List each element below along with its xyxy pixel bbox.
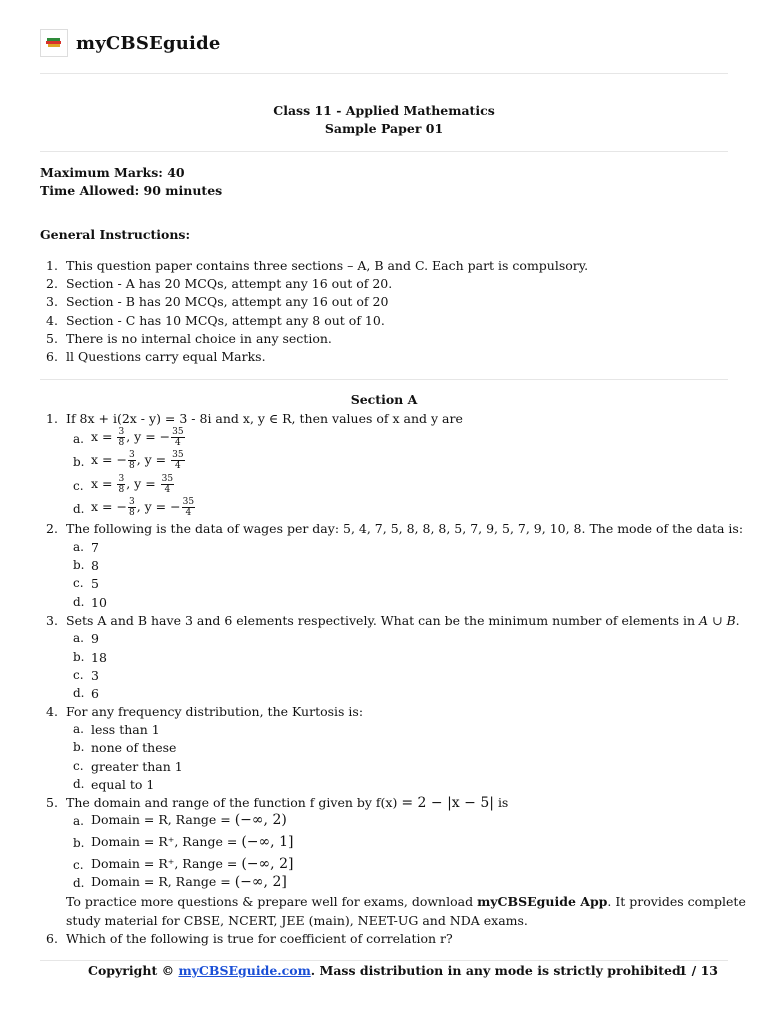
option-text: x = − $\frac{3}{8}$ , y = $\frac{35}{4}$ xyxy=(91,450,184,471)
instruction-number: 6. xyxy=(46,349,58,364)
option-letter: b. xyxy=(73,836,85,850)
option-letter: c. xyxy=(73,576,84,590)
option-letter: a. xyxy=(73,722,84,736)
option-text: Domain = R⁺, Range = (−∞, 1] xyxy=(91,834,294,850)
section-heading: Section A xyxy=(350,392,418,407)
option-text: equal to 1 xyxy=(91,777,155,792)
option-text: 10 xyxy=(91,595,107,610)
option-text: none of these xyxy=(91,740,177,755)
app-name[interactable]: myCBSEguide App xyxy=(477,894,608,909)
maximum-marks: Maximum Marks: 40 xyxy=(40,165,185,180)
option-letter: d. xyxy=(73,777,85,791)
option-letter: c. xyxy=(73,479,84,493)
instruction-text: This question paper contains three sections – A, B and C. Each part is compulsory. xyxy=(66,258,589,273)
site-header xyxy=(40,28,221,58)
option-letter: d. xyxy=(73,686,85,700)
question-number: 6. xyxy=(46,931,58,946)
option-letter: a. xyxy=(73,631,84,645)
question-text: If 8x + i(2x - y) = 3 - 8i and x, y ∈ R, then values of x and y are xyxy=(66,411,463,426)
paper-class: Class 11 - Applied Mathematics xyxy=(273,103,495,118)
instruction-text: Section - C has 10 MCQs, attempt any 8 out of 10. xyxy=(66,313,385,328)
option-text: 5 xyxy=(91,576,99,591)
option-letter: b. xyxy=(73,558,85,572)
option-letter: a. xyxy=(73,432,84,446)
question-number: 3. xyxy=(46,613,58,628)
option-letter: c. xyxy=(73,759,84,773)
instruction-number: 1. xyxy=(46,258,58,273)
option-text: greater than 1 xyxy=(91,759,183,774)
time-allowed: Time Allowed: 90 minutes xyxy=(40,183,223,198)
paper-title: Sample Paper 01 xyxy=(324,121,444,136)
option-letter: c. xyxy=(73,858,84,872)
option-text: x = $\frac{3}{8}$ , y = $\frac{35}{4}$ xyxy=(91,474,174,495)
divider xyxy=(40,960,728,961)
option-text: 18 xyxy=(91,650,107,665)
divider xyxy=(40,379,728,380)
option-letter: b. xyxy=(73,650,85,664)
instruction-text: ll Questions carry equal Marks. xyxy=(66,349,266,364)
instruction-text: Section - B has 20 MCQs, attempt any 16 out of 20 xyxy=(66,294,389,309)
question-text: The following is the data of wages per day: 5, 4, 7, 5, 8, 8, 8, 5, 7, 9, 5, 7, 9, 10, 8. The mode of the data is: xyxy=(66,521,744,536)
question-number: 5. xyxy=(46,795,58,810)
promo-text-2: study material for CBSE, NCERT, JEE (main), NEET-UG and NDA exams. xyxy=(66,913,528,928)
question-number: 4. xyxy=(46,704,58,719)
site-link[interactable]: myCBSEguide.com xyxy=(178,963,311,978)
option-letter: a. xyxy=(73,814,84,828)
option-text: Domain = R, Range = (−∞, 2) xyxy=(91,812,287,828)
instruction-number: 4. xyxy=(46,313,58,328)
option-text: Domain = R⁺, Range = (−∞, 2] xyxy=(91,856,294,872)
brand-logo[interactable] xyxy=(40,29,68,57)
instruction-text: There is no internal choice in any section. xyxy=(66,331,332,346)
divider xyxy=(40,73,728,74)
option-letter: d. xyxy=(73,502,85,516)
page-number: 1 / 13 xyxy=(678,963,718,978)
question-text: Sets A and B have 3 and 6 elements respectively. What can be the minimum number of elements in A ∪ B. xyxy=(66,613,740,628)
option-text: 7 xyxy=(91,540,99,555)
instruction-text: Section - A has 20 MCQs, attempt any 16 out of 20. xyxy=(66,276,393,291)
copyright: Copyright © myCBSEguide.com. Mass distribution in any mode is strictly prohibited. xyxy=(88,963,686,978)
option-text: x = − $\frac{3}{8}$ , y = − $\frac{35}{4}$ xyxy=(91,497,195,518)
option-letter: c. xyxy=(73,668,84,682)
instruction-number: 2. xyxy=(46,276,58,291)
divider xyxy=(40,151,728,152)
books-icon xyxy=(45,36,63,50)
option-text: 9 xyxy=(91,631,99,646)
option-letter: d. xyxy=(73,876,85,890)
question-text: For any frequency distribution, the Kurtosis is: xyxy=(66,704,364,719)
option-text: Domain = R, Range = (−∞, 2] xyxy=(91,874,287,890)
instruction-number: 5. xyxy=(46,331,58,346)
option-text: 8 xyxy=(91,558,99,573)
option-letter: d. xyxy=(73,595,85,609)
option-text: 3 xyxy=(91,668,99,683)
brand-name[interactable]: myCBSEguide xyxy=(76,32,221,54)
question-text: Which of the following is true for coefficient of correlation r? xyxy=(66,931,453,946)
instruction-number: 3. xyxy=(46,294,58,309)
option-letter: b. xyxy=(73,455,85,469)
option-text: 6 xyxy=(91,686,99,701)
question-number: 2. xyxy=(46,521,58,536)
question-number: 1. xyxy=(46,411,58,426)
promo-text: To practice more questions & prepare well for exams, download myCBSEguide App. It provides complete xyxy=(66,894,746,909)
instructions-heading: General Instructions: xyxy=(40,227,191,242)
option-text: less than 1 xyxy=(91,722,160,737)
option-letter: a. xyxy=(73,540,84,554)
question-text: The domain and range of the function f given by f(x) = 2 − |x − 5| is xyxy=(66,795,509,811)
option-letter: b. xyxy=(73,740,85,754)
option-text: x = $\frac{3}{8}$ , y = − $\frac{35}{4}$ xyxy=(91,427,184,448)
